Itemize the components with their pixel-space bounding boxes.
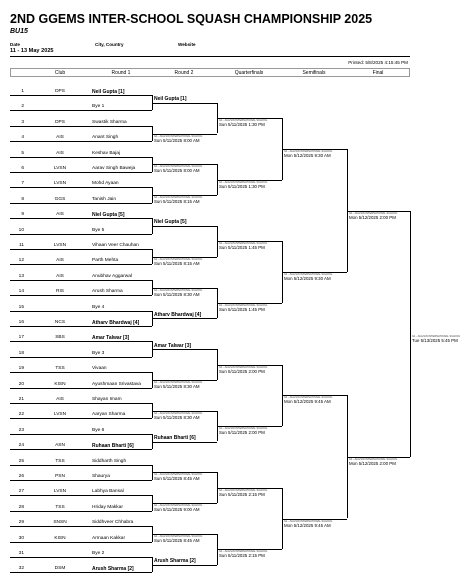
entry-player: Ruhaan Bharti [6] [92,443,134,450]
printed-timestamp: Printed: 5/8/2025 4:15:45 PM [348,60,408,65]
draw-position: 20 [18,381,24,387]
match-schedule: Sun 5/11/2025 2:00 PM [219,430,265,436]
entry-line [90,341,152,342]
draw-position: 12 [18,258,24,264]
entry-player: Anubhav Aggarwal [92,273,133,279]
entry-club: LVSN [53,181,67,187]
draw-position: 4 [21,135,24,141]
match-court: G1 - AIALSIN INTERNATIONAL SCHOOL [219,550,268,554]
entry-rule [10,434,90,435]
match-schedule: Mon 5/12/2025 9:45 AM [284,522,331,528]
entry-player: Bye 2 [92,551,105,556]
entry-line [90,311,152,312]
entry-player: Neil Gupta [1] [92,89,125,95]
entry-club: AIS [56,258,64,264]
entry-player: Siddhveer Chhabra [92,520,134,526]
entry-line [90,542,152,543]
entry-line [90,495,152,496]
draw-position: 7 [21,181,24,187]
match-schedule: Sun 5/11/2025 1:45 PM [219,245,265,251]
entry-player: Bye 5 [92,227,105,233]
match-schedule: Tue 5/13/2025 5:45 PM [412,337,458,343]
entry-player: Arush Sharma [2] [92,566,134,573]
entry-line [90,326,152,327]
match-result-line [152,349,217,350]
draw-position: 13 [18,273,24,279]
entry-rule [10,357,90,358]
draw-position: 11 [19,243,24,248]
match-schedule: Sun 5/11/2025 8:30 AM [154,291,200,297]
match-court: G1 - AIALSIN INTERNATIONAL SCHOOL [154,411,203,415]
draw-position: 26 [18,474,24,479]
draw-position: 2 [21,104,24,110]
entry-rule [10,311,90,312]
entry-club: DPS [55,89,65,94]
entry-player: Arush Sharma [92,289,123,295]
match-court: G1 - AIALSIN INTERNATIONAL SCHOOL [284,273,333,277]
match-schedule: Sun 5/11/2025 8:45 AM [154,537,200,543]
entry-club: AIS [56,273,64,279]
match-court: G1 - AIALSIN INTERNATIONAL SCHOOL [412,334,460,338]
column-header-round-2: Round 2 [174,70,194,76]
entry-club: DSM [54,566,66,572]
entry-club: TSS [55,504,65,510]
entry-line [90,249,152,250]
entry-player: Aarav Singh Baweja [92,166,136,171]
entry-player: Bye 4 [92,304,105,310]
entry-player: Vihaan Veer Chauhan [92,243,139,248]
entry-player: Bye 3 [92,350,105,356]
entry-rule [10,418,90,419]
entry-club: LVSN [53,489,67,495]
entry-line [90,418,152,419]
entry-line [90,234,152,235]
entry-line [90,434,152,435]
draw-position: 29 [18,520,24,526]
match-winner: Niel Gupta [5] [154,219,187,226]
draw-position: 5 [21,150,24,156]
entry-line [90,295,152,296]
match-schedule: Sun 5/11/2025 1:30 PM [219,122,265,128]
entry-rule [10,187,90,188]
draw-position: 19 [18,366,24,372]
match-schedule: Sun 5/11/2025 2:15 PM [219,491,265,497]
entry-line [90,357,152,358]
match-schedule: Sun 5/11/2025 8:00 AM [154,168,200,174]
entry-club: NCS [54,320,66,325]
match-court: G1 - AIALSIN INTERNATIONAL SCHOOL [154,534,203,538]
column-header-final: Final [372,70,384,76]
entry-rule [10,542,90,543]
entry-rule [10,465,90,466]
match-schedule: Sun 5/11/2025 8:30 AM [154,383,200,389]
entry-line [90,480,152,481]
entry-club: GGS [54,196,66,202]
entry-player: Swastik Sharma [92,119,127,125]
draw-position: 10 [18,227,24,233]
entry-rule [10,526,90,527]
entry-player: Shayan Imam [92,397,122,402]
column-header-round-1: Round 1 [111,70,131,76]
match-schedule: Sun 5/11/2025 8:15 AM [154,199,200,205]
entry-club: AIS [56,135,64,141]
entry-player: Aaryan Sharma [92,412,126,418]
match-court: G1 - AIALSIN INTERNATIONAL SCHOOL [219,242,268,246]
entry-rule [10,280,90,281]
entry-rule [10,295,90,296]
match-court: G1 - AIALSIN INTERNATIONAL SCHOOL [219,365,268,369]
column-header-semifinals: Semifinals [302,70,326,76]
entry-rule [10,341,90,342]
entry-rule [10,388,90,389]
match-court: G1 - AIALSIN INTERNATIONAL SCHOOL [154,473,203,477]
entry-line [90,557,152,558]
entry-line [90,280,152,281]
match-schedule: Mon 5/12/2025 9:30 AM [284,276,331,282]
entry-rule [10,495,90,496]
draw-position: 6 [21,166,24,171]
match-schedule: Sun 5/11/2025 9:00 AM [154,507,200,513]
match-winner: Atharv Bhardwaj [4] [154,311,202,318]
entry-line [90,526,152,527]
entry-line [90,403,152,404]
entry-club: DPS [55,119,65,125]
entry-club: LVSN [53,412,67,418]
entry-club: AIS [56,397,64,402]
entry-player: Amar Talwar [3] [92,335,130,342]
entry-rule [10,372,90,373]
entry-rule [10,203,90,204]
draw-position: 30 [18,535,24,541]
entry-club: RIS [56,289,64,295]
match-result-line [152,103,217,104]
entry-line [90,203,152,204]
match-result-line [152,318,217,319]
bracket-connector [410,211,411,457]
match-schedule: Mon 5/12/2025 2:00 PM [349,460,396,466]
entry-club: PSN [55,474,65,479]
match-winner: Amar Talwar [3] [154,342,192,349]
entry-player: Parth Mehta [92,258,119,264]
entry-line [90,110,152,111]
page-title: 2ND GGEMS INTER-SCHOOL SQUASH CHAMPIONSHIP 2025 [10,12,373,26]
match-court: G1 - AIALSIN INTERNATIONAL SCHOOL [154,165,203,169]
entry-rule [10,141,90,142]
entry-line [90,95,152,96]
entry-club: SBS [55,335,65,341]
entry-rule [10,449,90,450]
match-court: G1 - AIALSIN INTERNATIONAL SCHOOL [154,380,203,384]
entry-rule [10,95,90,96]
entry-club: SNSN [53,520,67,526]
entry-club: TSS [55,366,65,372]
entry-player: Bye 6 [92,427,105,433]
draw-position: 18 [18,350,24,356]
match-court: G1 - AIALSIN INTERNATIONAL SCHOOL [154,257,203,261]
match-schedule: Sun 5/11/2025 2:00 PM [219,368,265,374]
date-label: Date [10,42,20,47]
entry-line [90,465,152,466]
entry-line [90,126,152,127]
entry-rule [10,126,90,127]
draw-position: 8 [21,196,24,202]
entry-player: Tanish Jain [92,196,116,202]
match-result-line [152,442,217,443]
match-schedule: Sun 5/11/2025 8:00 AM [154,137,200,143]
entry-player: Keshav Bajaj [92,150,120,156]
header-divider [10,56,410,57]
draw-position: 15 [18,304,24,310]
draw-position: 9 [21,212,24,218]
match-result-line [152,226,217,227]
match-court: G1 - AIALSIN INTERNATIONAL SCHOOL [154,196,203,200]
entry-club: ASN [55,443,65,449]
match-court: G1 - AIALSIN INTERNATIONAL SCHOOL [154,504,203,508]
entry-rule [10,557,90,558]
entry-line [90,372,152,373]
entry-line [90,388,152,389]
match-schedule: Sun 5/11/2025 8:45 AM [154,476,200,482]
match-schedule: Sun 5/11/2025 1:30 PM [219,183,265,189]
entry-line [90,157,152,158]
draw-position: 3 [21,119,24,125]
entry-rule [10,172,90,173]
entry-player: Siddharth Singh [92,458,127,464]
column-header-quarterfinals: Quarterfinals [234,70,264,76]
entry-line [90,172,152,173]
draw-position: 17 [18,335,24,341]
draw-position: 27 [18,489,24,495]
match-result-line [152,565,217,566]
match-court: G1 - AIALSIN INTERNATIONAL SCHOOL [219,119,268,123]
entry-club: KISN [54,381,66,387]
match-court: G1 - AIALSIN INTERNATIONAL SCHOOL [219,427,268,431]
entry-player: Atharv Bhardwaj [4] [92,320,140,326]
entry-player: Anant Singh [92,135,119,141]
entry-line [90,449,152,450]
entry-rule [10,264,90,265]
website-label: Website [178,42,196,47]
entry-rule [10,480,90,481]
match-schedule: Sun 5/11/2025 8:30 AM [154,414,200,420]
entry-club: TSS [55,458,65,464]
match-winner: Ruhaan Bharti [6] [154,435,196,441]
match-court: G1 - AIALSIN INTERNATIONAL SCHOOL [284,149,333,153]
match-schedule: Mon 5/12/2025 9:30 AM [284,152,331,158]
entry-rule [10,511,90,512]
match-court: G1 - AIALSIN INTERNATIONAL SCHOOL [349,457,398,461]
entry-club: AIS [56,150,64,156]
draw-position: 22 [18,412,24,418]
entry-line [90,264,152,265]
entry-rule [10,110,90,111]
entry-club: KISN [54,535,66,541]
match-schedule: Mon 5/12/2025 9:45 AM [284,399,331,405]
match-court: G1 - AIALSIN INTERNATIONAL SCHOOL [154,134,203,138]
draw-category: BU15 [10,28,28,35]
draw-position: 32 [18,566,24,572]
entry-club: LVSN [53,243,67,248]
entry-club: LVSN [53,166,67,171]
draw-position: 25 [18,458,24,464]
entry-player: Vivaan [92,366,107,372]
match-schedule: Mon 5/12/2025 2:00 PM [349,214,396,220]
draw-position: 23 [18,427,24,433]
entry-rule [10,218,90,219]
entry-club: AIS [56,212,64,218]
entry-player: Labhya Bansal [92,489,124,495]
entry-player: Armaan Kakkar [92,535,126,541]
entry-line [90,187,152,188]
entry-line [90,218,152,219]
date-value: 11 - 13 May 2025 [10,48,54,54]
match-schedule: Sun 5/11/2025 8:15 AM [154,260,200,266]
draw-position: 31 [18,551,24,556]
entry-rule [10,326,90,327]
match-court: G1 - AIALSIN INTERNATIONAL SCHOOL [349,211,398,215]
draw-position: 24 [18,443,24,449]
entry-player: Hriday Makkar [92,504,123,510]
entry-player: Bye 1 [92,104,105,110]
location-label: City, Country [95,42,124,47]
entry-player: Mohd Ayaan [92,181,119,187]
draw-position: 28 [18,504,24,510]
match-court: G1 - AIALSIN INTERNATIONAL SCHOOL [284,519,333,523]
draw-position: 16 [18,320,24,325]
match-schedule: Sun 5/11/2025 2:15 PM [219,553,265,559]
entry-rule [10,249,90,250]
match-court: G1 - AIALSIN INTERNATIONAL SCHOOL [219,303,268,307]
draw-position: 14 [18,289,24,295]
entry-rule [10,234,90,235]
entry-line [90,511,152,512]
draw-position: 1 [21,89,24,94]
match-court: G1 - AIALSIN INTERNATIONAL SCHOOL [154,288,203,292]
match-court: G1 - AIALSIN INTERNATIONAL SCHOOL [219,488,268,492]
entry-player: Niel Gupta [5] [92,212,125,219]
entry-player: Ayushmaan Srivastava [92,381,141,387]
match-court: G1 - AIALSIN INTERNATIONAL SCHOOL [284,396,333,400]
match-winner: Arush Sharma [2] [154,558,196,565]
entry-rule [10,157,90,158]
match-winner: Neil Gupta [1] [154,96,187,103]
match-court: G1 - AIALSIN INTERNATIONAL SCHOOL [219,180,268,184]
draw-position: 21 [18,397,24,402]
match-schedule: Sun 5/11/2025 1:45 PM [219,306,265,312]
entry-player: Shaurya [92,474,110,479]
entry-rule [10,403,90,404]
entry-line [90,141,152,142]
column-header-club: Club [54,70,66,76]
